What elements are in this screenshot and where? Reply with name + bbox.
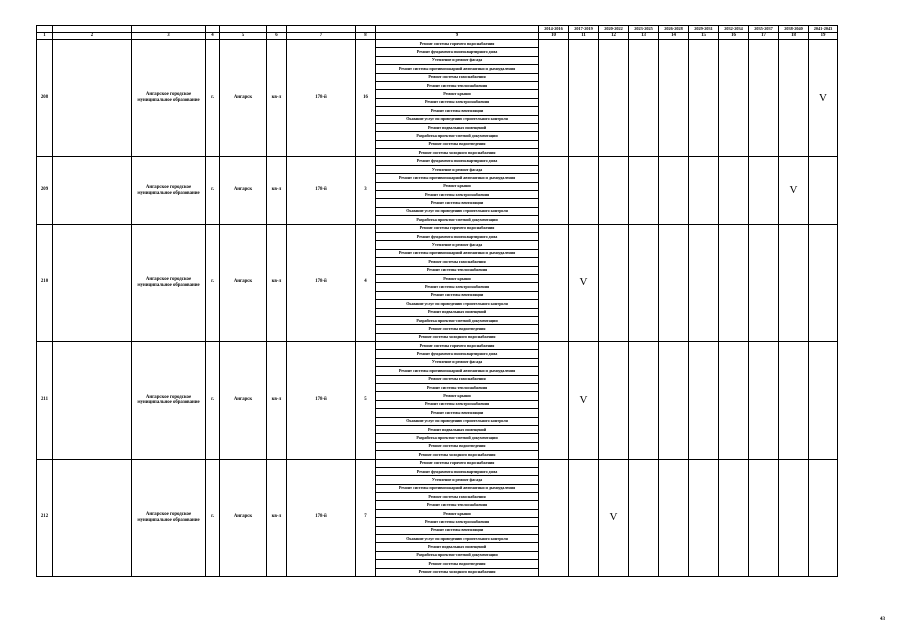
work-type: Ремонт системы холодного водоснабжения <box>376 333 539 341</box>
period-cell <box>749 342 779 459</box>
work-type: Ремонт системы вентиляции <box>376 291 539 299</box>
column-number: 12 <box>599 33 629 40</box>
work-type: Ремонт крыши <box>376 182 539 190</box>
work-type: Ремонт системы газоснабжения <box>376 493 539 501</box>
work-type: Ремонт системы электроснабжения <box>376 283 539 291</box>
work-type: Оказание услуг по проведению строительного контроля <box>376 417 539 425</box>
period-mark: V <box>599 459 629 576</box>
work-type: Оказание услуг по проведению строительного контроля <box>376 115 539 123</box>
work-type: Ремонт системы горячего водоснабжения <box>376 459 539 467</box>
empty-cell <box>53 224 132 341</box>
header-empty-cell <box>37 26 53 33</box>
house-number: 5 <box>356 342 376 459</box>
table-row <box>37 342 838 350</box>
period-header: 2038-2040 <box>779 26 809 33</box>
house-number: 16 <box>356 40 376 157</box>
header-empty-cell <box>132 26 206 33</box>
table-body <box>37 26 838 577</box>
table-row <box>37 224 838 232</box>
period-cell <box>809 342 838 459</box>
period-cell <box>689 224 719 341</box>
municipality: Ангарское городское муниципальное образование <box>132 224 206 341</box>
capital-repair-schedule-table <box>36 25 836 577</box>
period-cell <box>539 459 569 576</box>
record-number: 208 <box>37 40 53 157</box>
work-type: Ремонт системы теплоснабжения <box>376 501 539 509</box>
city-type: г. <box>206 40 220 157</box>
record-number: 209 <box>37 157 53 224</box>
work-type: Ремонт фундамента многоквартирного дома <box>376 350 539 358</box>
work-type: Ремонт системы холодного водоснабжения <box>376 568 539 576</box>
column-number: 11 <box>569 33 599 40</box>
period-mark: V <box>569 224 599 341</box>
column-number: 10 <box>539 33 569 40</box>
work-type: Утепление и ремонт фасада <box>376 476 539 484</box>
street-type: кв-л <box>267 459 287 576</box>
empty-cell <box>53 459 132 576</box>
period-cell <box>779 342 809 459</box>
period-cell <box>689 40 719 157</box>
period-cell <box>809 157 838 224</box>
period-cell <box>749 40 779 157</box>
period-cell <box>809 459 838 576</box>
column-number: 1 <box>37 33 53 40</box>
period-header-row <box>37 26 838 33</box>
record-number: 212 <box>37 459 53 576</box>
work-type: Ремонт системы вентиляции <box>376 199 539 207</box>
house-number: 4 <box>356 224 376 341</box>
city: Ангарск <box>220 157 267 224</box>
work-type: Ремонт системы теплоснабжения <box>376 81 539 89</box>
period-cell <box>689 342 719 459</box>
street: 178-й <box>287 342 356 459</box>
column-number: 7 <box>287 33 356 40</box>
period-header: 2029-2031 <box>689 26 719 33</box>
work-type: Ремонт системы водоотведения <box>376 140 539 148</box>
period-cell <box>749 157 779 224</box>
empty-cell <box>53 342 132 459</box>
work-type: Ремонт системы холодного водоснабжения <box>376 149 539 157</box>
period-cell <box>599 40 629 157</box>
work-type: Утепление и ремонт фасада <box>376 241 539 249</box>
period-cell <box>779 459 809 576</box>
header-empty-cell <box>376 26 539 33</box>
period-cell <box>719 224 749 341</box>
period-cell <box>779 224 809 341</box>
work-type: Ремонт системы противопожарной автоматики и дымоудаления <box>376 174 539 182</box>
column-number: 8 <box>356 33 376 40</box>
street: 178-й <box>287 157 356 224</box>
period-cell <box>719 459 749 576</box>
column-number: 4 <box>206 33 220 40</box>
work-type: Ремонт фундамента многоквартирного дома <box>376 232 539 240</box>
period-cell <box>659 459 689 576</box>
record-number: 210 <box>37 224 53 341</box>
work-type: Ремонт системы водоотведения <box>376 442 539 450</box>
city-type: г. <box>206 459 220 576</box>
period-cell <box>629 342 659 459</box>
period-cell <box>599 157 629 224</box>
column-number: 19 <box>809 33 838 40</box>
city-type: г. <box>206 157 220 224</box>
period-cell <box>569 40 599 157</box>
work-type: Ремонт крыши <box>376 274 539 282</box>
header-empty-cell <box>53 26 132 33</box>
work-type: Ремонт системы горячего водоснабжения <box>376 40 539 48</box>
city-type: г. <box>206 224 220 341</box>
period-mark: V <box>809 40 838 157</box>
period-cell <box>599 342 629 459</box>
column-number: 13 <box>629 33 659 40</box>
header-empty-cell <box>287 26 356 33</box>
column-number: 18 <box>779 33 809 40</box>
period-mark: V <box>569 342 599 459</box>
period-cell <box>569 459 599 576</box>
header-empty-cell <box>220 26 267 33</box>
period-header: 2020-2022 <box>599 26 629 33</box>
work-type: Оказание услуг по проведению строительного контроля <box>376 535 539 543</box>
municipality: Ангарское городское муниципальное образование <box>132 342 206 459</box>
column-number: 9 <box>376 33 539 40</box>
street-type: кв-л <box>267 157 287 224</box>
city: Ангарск <box>220 459 267 576</box>
period-cell <box>539 342 569 459</box>
period-cell <box>749 459 779 576</box>
work-type: Ремонт системы холодного водоснабжения <box>376 451 539 459</box>
city-type: г. <box>206 342 220 459</box>
period-cell <box>629 157 659 224</box>
city: Ангарск <box>220 40 267 157</box>
empty-cell <box>53 157 132 224</box>
work-type: Разработка проектно-сметной документации <box>376 132 539 140</box>
period-cell <box>689 157 719 224</box>
work-type: Ремонт системы противопожарной автоматики и дымоудаления <box>376 367 539 375</box>
header-empty-cell <box>206 26 220 33</box>
work-type: Оказание услуг по проведению строительного контроля <box>376 300 539 308</box>
street-type: кв-л <box>267 224 287 341</box>
period-cell <box>569 157 599 224</box>
work-type: Ремонт системы газоснабжения <box>376 375 539 383</box>
work-type: Оказание услуг по проведению строительного контроля <box>376 207 539 215</box>
work-type: Ремонт системы электроснабжения <box>376 400 539 408</box>
municipality: Ангарское городское муниципальное образование <box>132 157 206 224</box>
page-number: 43 <box>880 617 885 622</box>
period-cell <box>629 459 659 576</box>
work-type: Ремонт системы вентиляции <box>376 409 539 417</box>
column-number: 17 <box>749 33 779 40</box>
header-empty-cell <box>267 26 287 33</box>
period-cell <box>689 459 719 576</box>
period-cell <box>599 224 629 341</box>
period-header: 2032-2034 <box>719 26 749 33</box>
table-row <box>37 459 838 467</box>
column-number: 16 <box>719 33 749 40</box>
period-cell <box>719 40 749 157</box>
work-type: Ремонт крыши <box>376 509 539 517</box>
period-cell <box>629 224 659 341</box>
period-cell <box>719 157 749 224</box>
street-type: кв-л <box>267 40 287 157</box>
column-number: 2 <box>53 33 132 40</box>
city: Ангарск <box>220 342 267 459</box>
table-row <box>37 40 838 48</box>
period-cell <box>779 40 809 157</box>
work-type: Разработка проектно-сметной документации <box>376 434 539 442</box>
work-type: Ремонт фундамента многоквартирного дома <box>376 467 539 475</box>
street: 178-й <box>287 224 356 341</box>
work-type: Ремонт системы водоотведения <box>376 325 539 333</box>
period-header: 2014-2016 <box>539 26 569 33</box>
city: Ангарск <box>220 224 267 341</box>
column-number: 15 <box>689 33 719 40</box>
work-type: Ремонт системы теплоснабжения <box>376 384 539 392</box>
header-empty-cell <box>356 26 376 33</box>
period-cell <box>719 342 749 459</box>
period-cell <box>539 40 569 157</box>
work-type: Ремонт системы электроснабжения <box>376 191 539 199</box>
work-type: Ремонт фундамента многоквартирного дома <box>376 48 539 56</box>
house-number: 7 <box>356 459 376 576</box>
street: 178-й <box>287 459 356 576</box>
period-mark: V <box>779 157 809 224</box>
work-type: Ремонт системы горячего водоснабжения <box>376 224 539 232</box>
period-header: 2026-2028 <box>659 26 689 33</box>
column-number: 6 <box>267 33 287 40</box>
work-type: Ремонт системы теплоснабжения <box>376 266 539 274</box>
period-header: 2035-2037 <box>749 26 779 33</box>
municipality: Ангарское городское муниципальное образование <box>132 40 206 157</box>
work-type: Ремонт подвальных помещений <box>376 543 539 551</box>
work-type: Ремонт системы противопожарной автоматики и дымоудаления <box>376 65 539 73</box>
period-header: 2017-2019 <box>569 26 599 33</box>
work-type: Ремонт крыши <box>376 90 539 98</box>
period-header: 2041-2043 <box>809 26 838 33</box>
period-cell <box>659 157 689 224</box>
work-type: Ремонт системы вентиляции <box>376 526 539 534</box>
municipality: Ангарское городское муниципальное образование <box>132 459 206 576</box>
period-cell <box>539 157 569 224</box>
work-type: Ремонт подвальных помещений <box>376 425 539 433</box>
period-cell <box>659 224 689 341</box>
work-type: Разработка проектно-сметной документации <box>376 216 539 224</box>
column-number: 5 <box>220 33 267 40</box>
work-type: Ремонт крыши <box>376 392 539 400</box>
work-type: Утепление и ремонт фасада <box>376 358 539 366</box>
period-header: 2023-2025 <box>629 26 659 33</box>
work-type: Ремонт подвальных помещений <box>376 308 539 316</box>
period-cell <box>659 40 689 157</box>
record-number: 211 <box>37 342 53 459</box>
table-row <box>37 157 838 165</box>
work-type: Ремонт системы газоснабжения <box>376 258 539 266</box>
column-number: 3 <box>132 33 206 40</box>
empty-cell <box>53 40 132 157</box>
work-type: Ремонт системы газоснабжения <box>376 73 539 81</box>
work-type: Разработка проектно-сметной документации <box>376 316 539 324</box>
work-type: Утепление и ремонт фасада <box>376 56 539 64</box>
work-type: Ремонт системы противопожарной автоматики и дымоудаления <box>376 249 539 257</box>
period-cell <box>659 342 689 459</box>
work-type: Ремонт системы горячего водоснабжения <box>376 342 539 350</box>
work-type: Ремонт системы электроснабжения <box>376 98 539 106</box>
work-type: Ремонт системы электроснабжения <box>376 518 539 526</box>
period-cell <box>749 224 779 341</box>
column-number: 14 <box>659 33 689 40</box>
period-cell <box>809 224 838 341</box>
work-type: Ремонт системы водоотведения <box>376 560 539 568</box>
column-number-row <box>37 33 838 40</box>
period-cell <box>629 40 659 157</box>
work-type: Ремонт системы противопожарной автоматики и дымоудаления <box>376 484 539 492</box>
house-number: 3 <box>356 157 376 224</box>
street: 178-й <box>287 40 356 157</box>
street-type: кв-л <box>267 342 287 459</box>
work-type: Ремонт фундамента многоквартирного дома <box>376 157 539 165</box>
work-type: Ремонт системы вентиляции <box>376 107 539 115</box>
work-type: Утепление и ремонт фасада <box>376 165 539 173</box>
work-type: Ремонт подвальных помещений <box>376 123 539 131</box>
period-cell <box>539 224 569 341</box>
work-type: Разработка проектно-сметной документации <box>376 551 539 559</box>
